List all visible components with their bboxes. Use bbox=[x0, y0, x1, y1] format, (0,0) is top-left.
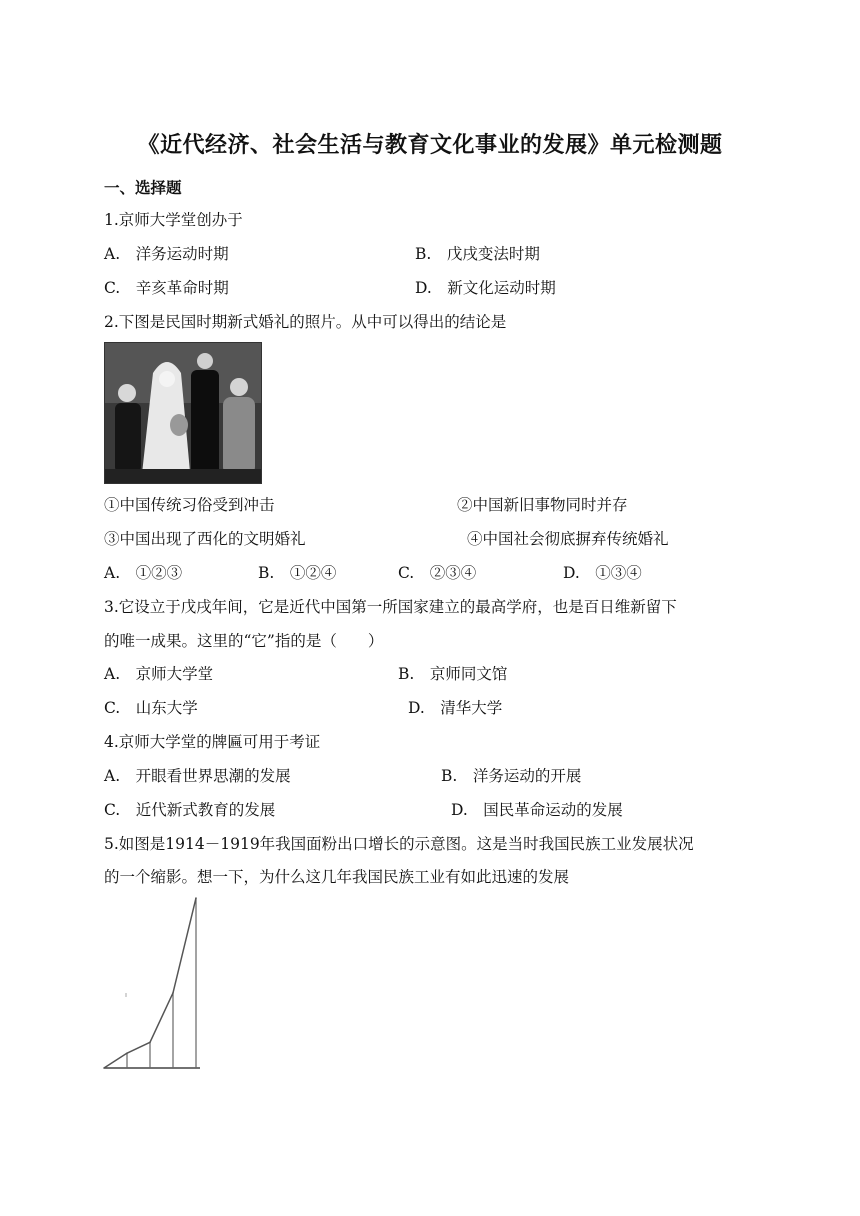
q2-option-d: D. ①③④ bbox=[563, 564, 642, 582]
q3-stem-line-2: 的唯一成果。这里的“它”指的是（ ） bbox=[104, 632, 384, 650]
flour-export-chart bbox=[98, 895, 208, 1075]
q5-stem-line-2: 的一个缩影。想一下，为什么这几年我国民族工业有如此迅速的发展 bbox=[104, 868, 570, 886]
q1-stem: 1.京师大学堂创办于 bbox=[104, 211, 243, 229]
q2-option-c: C. ②③④ bbox=[398, 564, 477, 582]
wedding-photo bbox=[104, 342, 262, 484]
chart-data-point bbox=[172, 992, 174, 994]
q3-stem-line-1: 3.它设立于戊戌年间，它是近代中国第一所国家建立的最高学府，也是百日维新留下 bbox=[104, 598, 677, 616]
q4-stem: 4.京师大学堂的牌匾可用于考证 bbox=[104, 733, 321, 751]
document-title: 《近代经济、社会生活与教育文化事业的发展》单元检测题 bbox=[137, 133, 723, 158]
q2-option-a: A. ①②③ bbox=[104, 564, 183, 582]
q3-option-d: D. 清华大学 bbox=[408, 699, 503, 717]
q1-option-c: C. 辛亥革命时期 bbox=[104, 279, 229, 297]
q2-stem: 2.下图是民国时期新式婚礼的照片。从中可以得出的结论是 bbox=[104, 313, 507, 331]
q1-option-a: A. 洋务运动时期 bbox=[104, 245, 229, 263]
q2-statement-3: ③中国出现了西化的文明婚礼 bbox=[104, 530, 306, 548]
q2-statement-2: ②中国新旧事物同时并存 bbox=[457, 496, 628, 514]
chart-data-point bbox=[103, 1067, 105, 1069]
q4-option-b: B. 洋务运动的开展 bbox=[441, 767, 582, 785]
chart-data-point bbox=[149, 1042, 151, 1044]
q3-option-c: C. 山东大学 bbox=[104, 699, 198, 717]
q1-option-d: D. 新文化运动时期 bbox=[415, 279, 556, 297]
q4-option-d: D. 国民革命运动的发展 bbox=[451, 801, 623, 819]
q1-option-b: B. 戊戌变法时期 bbox=[415, 245, 540, 263]
q4-option-c: C. 近代新式教育的发展 bbox=[104, 801, 276, 819]
q2-statement-4: ④中国社会彻底摒弃传统婚礼 bbox=[467, 530, 669, 548]
q2-option-b: B. ①②④ bbox=[258, 564, 337, 582]
q3-option-a: A. 京师大学堂 bbox=[104, 665, 214, 683]
chart-data-point bbox=[195, 897, 197, 899]
q5-stem-line-1: 5.如图是1914－1919年我国面粉出口增长的示意图。这是当时我国民族工业发展状况 bbox=[104, 835, 694, 853]
q3-option-b: B. 京师同文馆 bbox=[398, 665, 508, 683]
q4-option-a: A. 开眼看世界思潮的发展 bbox=[104, 767, 291, 785]
chart-data-point bbox=[126, 1052, 128, 1054]
q2-statement-1: ①中国传统习俗受到冲击 bbox=[104, 496, 275, 514]
section-heading: 一、选择题 bbox=[104, 179, 182, 197]
